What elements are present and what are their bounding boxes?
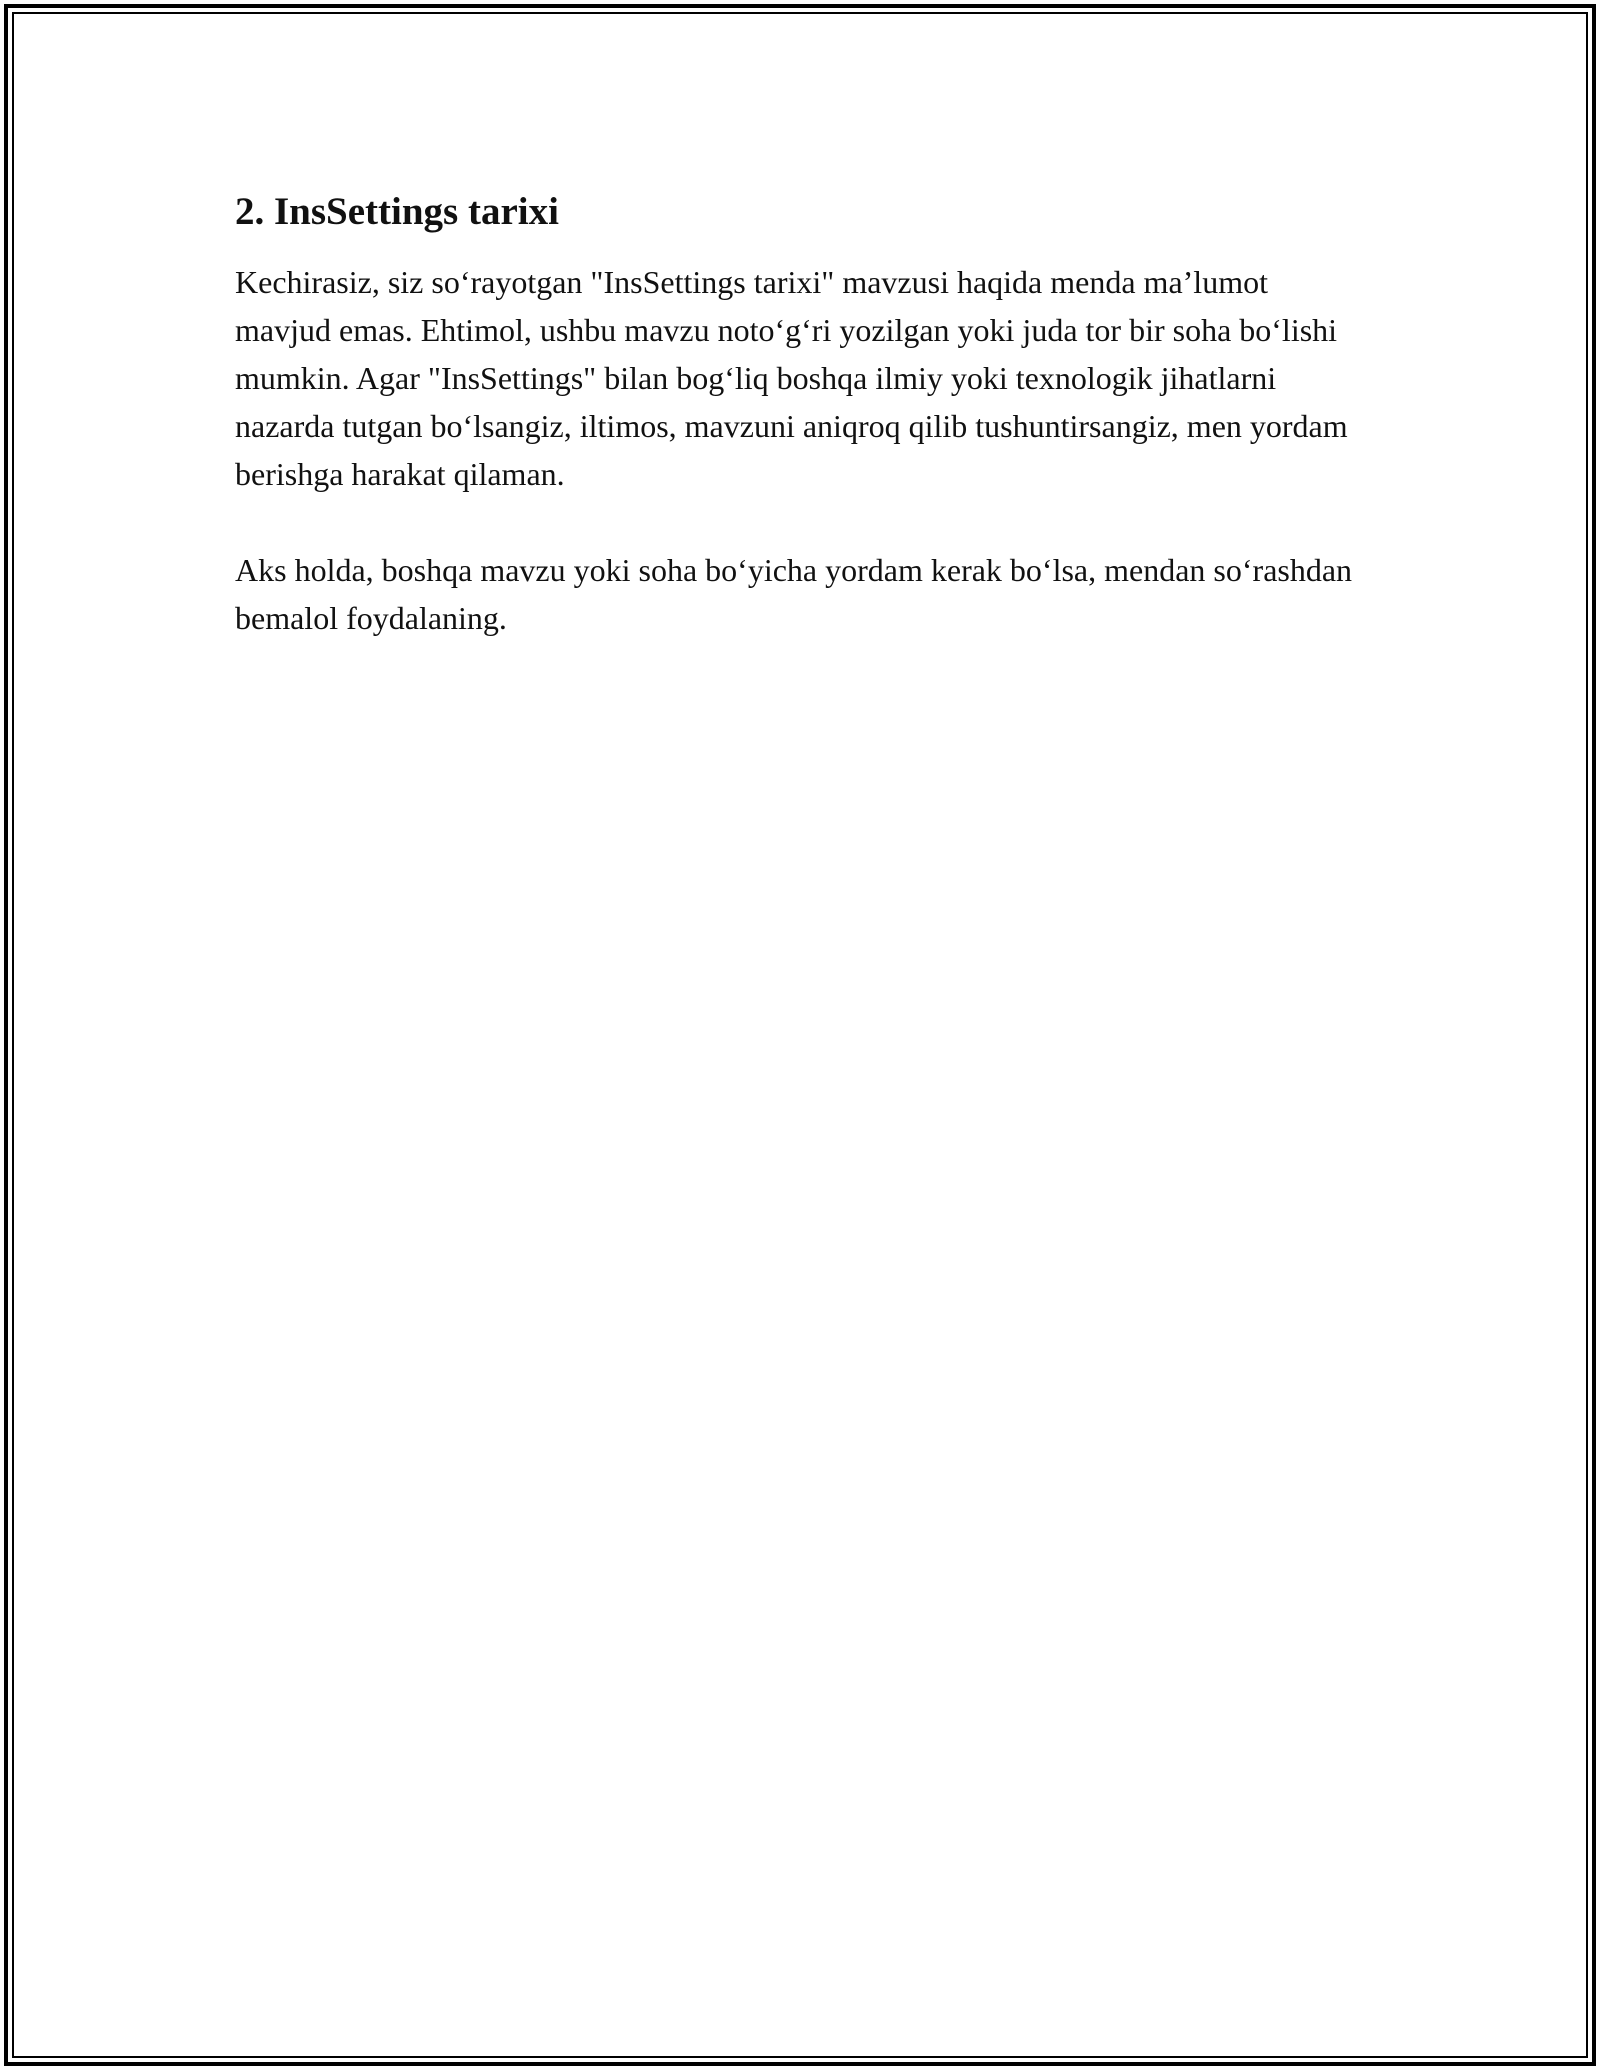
paragraph-offer-help: Aks holda, boshqa mavzu yoki soha bo‘yicha yordam kerak bo‘lsa, mendan so‘rashdan bemalol foydalaning. xyxy=(235,552,1353,636)
document-body xyxy=(235,186,1365,642)
paragraph-apology: Kechirasiz, siz so‘rayotgan "InsSettings tarixi" mavzusi haqida menda ma’lumot mavjud emas. Ehtimol, ushbu mavzu noto‘g‘ri yozilgan yoki juda tor bir soha bo‘lishi mumkin. Agar "InsSettings" bilan bog‘liq boshqa ilmiy yoki texnologik jihatlarni nazarda tutgan bo‘lsangiz, iltimos, mavzuni aniqroq qilib tushuntirsangiz, men yordam berishga harakat qilaman. xyxy=(235,264,1348,492)
section-heading: 2. InsSettings tarixi xyxy=(235,190,559,233)
